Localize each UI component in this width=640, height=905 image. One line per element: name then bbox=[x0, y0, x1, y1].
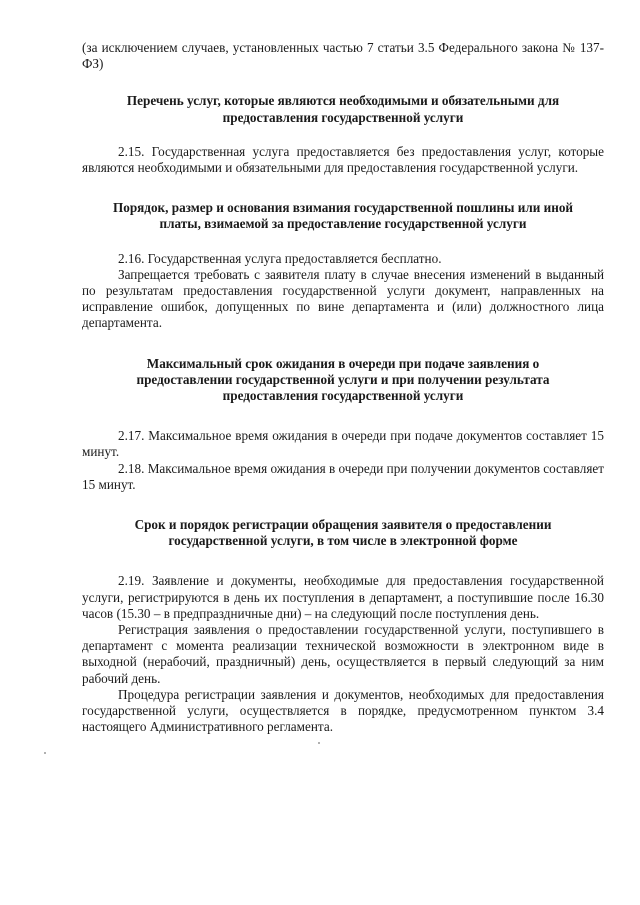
paragraph-fee-prohibition: Запрещается требовать с заявителя плату в случае внесения изменений в выданный по результатам предоставления государственной услуги документ, направленных на исправление ошибок, допущенных по вине департамента и (или) должностного лица департамента. bbox=[82, 266, 604, 331]
paragraph-2-17: 2.17. Максимальное время ожидания в очереди при подаче документов составляет 15 минут. bbox=[82, 428, 604, 460]
intro-paragraph: (за исключением случаев, установленных частью 7 статьи 3.5 Федерального закона № 137-ФЗ) bbox=[82, 40, 604, 72]
paragraph-2-15: 2.15. Государственная услуга предоставляется без предоставления услуг, которые являются необходимыми и обязательными для предоставления государственной услуги. bbox=[82, 143, 604, 176]
paragraph-electronic-registration: Регистрация заявления о предоставлении государственной услуги, поступившего в департамент с момента реализации технической возможности в электронном виде в выходной (нерабочий, праздничный) день, осуществляется в первый следующий за ним рабочий день. bbox=[82, 622, 604, 686]
paragraph-2-16: 2.16. Государственная услуга предоставляется бесплатно. bbox=[118, 250, 442, 266]
scan-speck bbox=[318, 742, 320, 744]
section-heading-required-services: Перечень услуг, которые являются необходимыми и обязательными для предоставления государственной услуги bbox=[126, 93, 560, 125]
scan-speck bbox=[44, 752, 46, 754]
document-page bbox=[82, 40, 604, 736]
section-heading-state-fee: Порядок, размер и основания взимания государственной пошлины или иной платы, взимаемой за предоставление государственной услуги bbox=[112, 200, 574, 232]
paragraph-registration-procedure: Процедура регистрации заявления и документов, необходимых для предоставления государственной услуги, осуществляется в порядке, предусмотренном пунктом 3.4 настоящего Административного регламента. bbox=[82, 686, 604, 735]
section-heading-queue-time: Максимальный срок ожидания в очереди при подаче заявления о предоставлении государственной услуги и при получении результата предоставления государственной услуги bbox=[136, 355, 550, 404]
paragraph-2-19: 2.19. Заявление и документы, необходимые для предоставления государственной услуги, регистрируются в день их поступления в департамент, а поступившие после 16.30 часов (15.30 – в предпраздничные дни) – на следующий после поступления день. bbox=[82, 573, 604, 621]
section-heading-registration: Срок и порядок регистрации обращения заявителя о предоставлении государственной услуги, в том числе в электронной форме bbox=[134, 517, 552, 549]
paragraph-2-18: 2.18. Максимальное время ожидания в очереди при получении документов составляет 15 минут. bbox=[82, 460, 604, 492]
